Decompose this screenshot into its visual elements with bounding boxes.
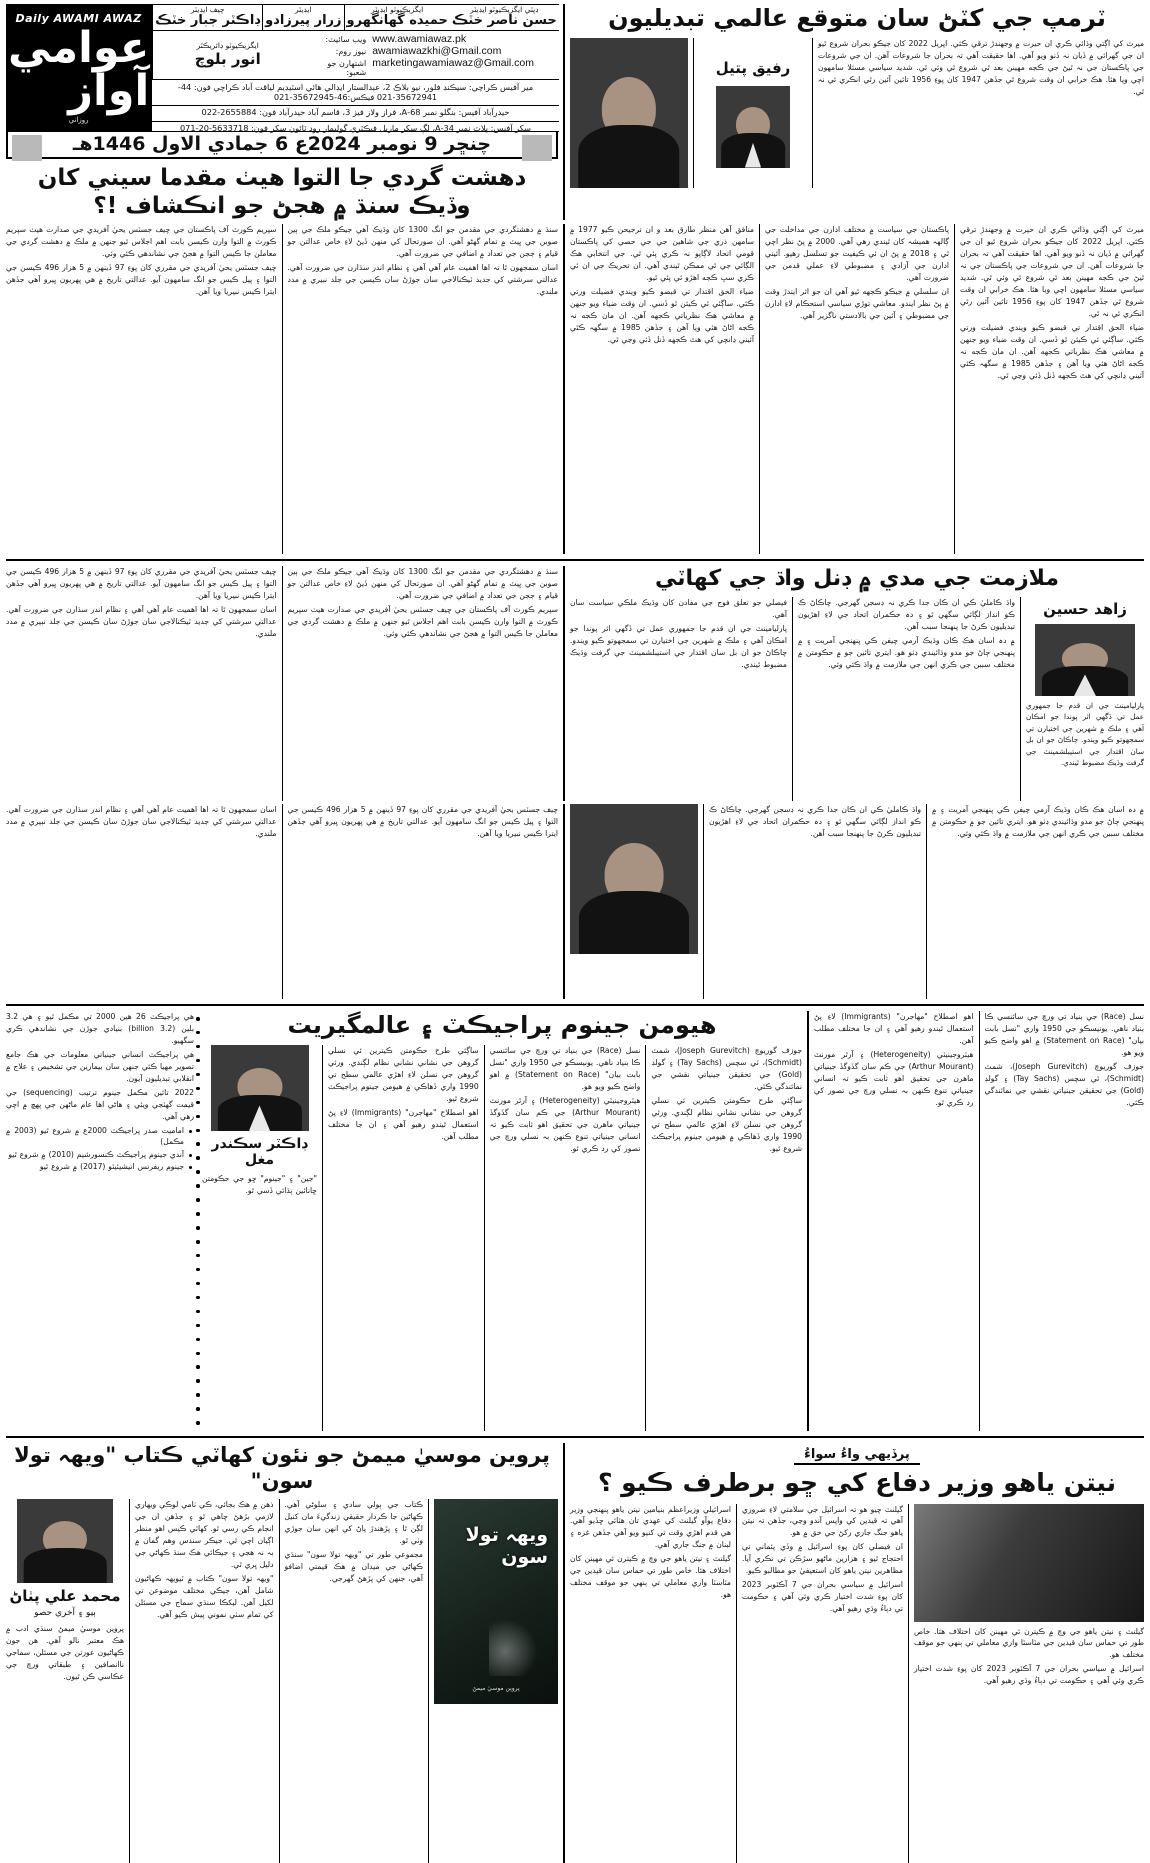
top-band xyxy=(6,4,1144,220)
netanyahu-col-3 xyxy=(914,1626,1144,1690)
section-two-col-1 xyxy=(570,597,787,801)
right-col-a xyxy=(6,804,277,999)
paragraph: "جين" ۽ "جينوم" ڇو جي حڪومتن ڇانائين ٻڌائي ڏسي ٿو. xyxy=(202,1173,317,1197)
paragraph: ۾ دہ اسان هڪ ڪان وڌيڪ آرمي چيفن ڪي پنهنجي آمريت ۽ ۾ پنهنجي ڄاڻ جو مدو وڌائيندي ڊٺو هو. ايتري تائين جو ۾ حڪومتن ۾ مختلف سببن جي ڪري انهن جي ملازمت ۾ واڌ ڪئي وئي. xyxy=(798,635,1015,671)
lead-left-col-1 xyxy=(570,224,754,554)
netanyahu-group-photo xyxy=(914,1504,1144,1622)
column-rule xyxy=(908,1504,909,1863)
genome-headline: هيومن جينوم پراجيڪٽ ۽ عالمگيريت xyxy=(202,1011,802,1040)
column-rule xyxy=(693,38,694,188)
paragraph: هي پراجيڪٽ انساني جينياتي معلومات جي هڪ جامع تصوير مهيا ڪئي جنهن سان بيمارين جي تشخيص ۽ علاج ۾ انقلابي تبديليون آيون. xyxy=(6,1049,194,1085)
paragraph: چيف جسٽس يحيٰ آفريدي جي مقرري کان پوءِ 97 ڏينهن ۾ 5 هزار 496 ڪيسن جي التوا ۽ پيل ڪيس جو انگ سامهون آيو. عدالتي تاريخ ۾ هي پهريون ڀيرو آهي جڏهن ايترا ڪيس نبيريا ويا آهن. xyxy=(6,566,277,602)
book-review-col-0 xyxy=(6,1623,124,1685)
human-genome-story xyxy=(202,1011,802,1431)
paragraph: نسل (Race) جي بنياد تي ورڇ جي سائنسي ڪا بنياد ناهي. يونيسڪو جي 1950 واري "نسل بابت بيان" (Statement on Race) ۾ اهو واضح ڪيو ويو هو. xyxy=(985,1011,1145,1059)
genome-side-column xyxy=(6,1011,194,1431)
book-cover-image xyxy=(434,1499,558,1704)
book-cover-author: پروين موسيٰ ميمڻ xyxy=(472,1685,519,1692)
lead-left-headline: ٽرمپ جي کٽڻ سان متوقع عالمي تبديليون xyxy=(570,4,1144,33)
column-rule xyxy=(322,1045,323,1431)
lead-left-col-2 xyxy=(765,224,949,554)
contact-value[interactable]: marketingawamiawaz@Gmail.com xyxy=(372,57,534,69)
address-hyderabad: حيدرآباد آفيس: بنگلو نمبر 68-A، فراز ولاز فيز 3، قاسم آباد حيدرآباد فون: 2655884-022 xyxy=(152,106,559,122)
horizontal-rule xyxy=(6,1004,1144,1006)
paragraph: جوزف گوريوچ (Joseph Gurevitch)، شمٽ (Schmidt)، ٽي سچس (Tay Sachs) ۽ گولڊ (Gold) جي تحقيقن جينياتي نقشي جي نمائندگي ڪئي. xyxy=(651,1045,802,1093)
lead-left-byline: رفيق پتيل xyxy=(716,60,791,77)
address-karachi: مير آفيس ڪراچي: سيڪنڊ فلور، نيو بلاڪ 2، عبدالستار ايڊالي هائي اسٽيڊيم لياقت آباد ڪراچي فون: 44-35672941-021 فيڪس:46-35672945-021 xyxy=(152,80,559,106)
column-rule xyxy=(428,1499,429,1863)
contact-label: نيوز روم: xyxy=(310,47,366,56)
lead-left-intro xyxy=(818,38,1144,220)
address-sukkur: سکر آفيس: پلاٽ نمبر 34-A، لڳ سکر ماربل فيڪٽري گوليمار روڊ ٽائون سکر فون: 5633718-20-071 xyxy=(152,122,559,137)
paragraph: ڪتاب جي ٻولي سادي ۽ سلوڻي آهي. ڪھاڻين جا ڪردار حقيقي زندگيءَ مان کنيل لڳن ٿا ۽ پڙهندڙ پاڻ کي انهن سان جوڙي وٺي ٿو. xyxy=(285,1499,424,1547)
column-rule xyxy=(979,1011,980,1431)
bottom-band xyxy=(6,1443,1144,1863)
paragraph: پاڪستان جي سياست ۾ مختلف ادارن جي مداخلت جي ڳالهہ هميشہ کان ٿيندي رهي آهي. 2000 ۾ پڻ نظر اچي ٿي ۽ 2018 ۾ پڻ ان ئي ڪيفيت جو تسلسل رهيو. آئيني ادارن جي آزادي ۽ مضبوطي لاءِ عملي قدمن جي ضرورت آهي. xyxy=(765,224,949,284)
paragraph: 2022 تائين مڪمل جينوم ترتيب (sequencing) جي قيمت گهٽجي ويئي ۽ هاڻي اها عام ماڻهن جي پهچ ۾ اچي رهي آهي. xyxy=(6,1087,194,1123)
genome-bullet-list xyxy=(6,1125,194,1173)
paragraph: ضياء الحق اقتدار تي قبضو ڪيو ويندي فضيلت ورتي ڪئي. ساڳئي ئي ڪيئن ٿو ڏسي. ان وقت ضياء ويو جنهن ۾ معاشي هڪ نظرياتي ڪجهه آهن. ان مان ڪجه نہ ڪجه اڻاڻ هئي ويا آهن ۽ جڏهن 1985 ۾ سگهہ ڪٿي آئيني ڍانچي کي هٿ ڪجهه ڏنل ڏئي وڃي ٿي. xyxy=(960,322,1144,382)
column-rule xyxy=(1020,597,1021,801)
lead-left-byline-block xyxy=(699,38,807,220)
staff-block xyxy=(151,4,559,132)
paragraph: سپريم ڪورٽ آف پاڪستان جي چيف جسٽس يحيٰ آفريدي جي صدارت هيٺ سپريم ڪورٽ ۾ التوا وارن ڪيسن بابت اهم اجلاس ٿيو جنهن ۾ ملڪ ۾ دهشت گردي جي معاملن جا ڪيس التوا ۾ هجڻ جي نشاندهي ڪئي وئي. xyxy=(6,224,277,260)
netanyahu-col-2 xyxy=(742,1504,903,1863)
staff-editor xyxy=(262,5,343,30)
staff-name: انور بلوچ xyxy=(195,51,261,68)
contact-value[interactable]: www.awamiawaz.pk xyxy=(372,33,466,45)
column-rule xyxy=(703,804,704,999)
section-two-col-2 xyxy=(798,597,1015,801)
newspaper-logo xyxy=(6,4,151,132)
paragraph: ساڳئي طرح حڪومتن ڪيترين ئي نسلي گروهن جي نشاني نشاني نظام لڳندي. ورثي گروهن جي نسلن لاءِ اهڙي عالمي سطح تي 1990 واري ڏهاڪي ۾ هيومن جينوم پراجيڪٽ شروع ٿيو. xyxy=(328,1045,479,1105)
contact-list xyxy=(302,31,559,79)
genome-col-1 xyxy=(328,1045,479,1431)
genome-band xyxy=(6,1011,1144,1431)
contact-advertising xyxy=(310,57,551,77)
book-review-col-1 xyxy=(135,1499,274,1863)
lead-right-body xyxy=(6,224,558,554)
column-rule xyxy=(812,38,813,188)
lead-right-col-3 xyxy=(6,566,277,801)
book-cover-artwork xyxy=(489,1614,544,1676)
column-rule xyxy=(736,1504,737,1863)
right-col-b xyxy=(288,804,559,999)
logo-sindhi-text: عوامي آواز xyxy=(8,27,149,113)
column-separator xyxy=(563,804,565,999)
paragraph: گيلنٽ چيو هو تہ اسرائيل جي سلامتي لاءِ ضروري آهي تہ قيدين کي واپس آندو وڃي، جڏهن تہ نيتن ياهو جنگ جاري رکڻ جي حق ۾ هو. xyxy=(742,1504,903,1540)
contact-label: اشتهارن جو شعبو: xyxy=(310,59,366,77)
book-review-part-label: ٻيو ۽ آخري حصو xyxy=(34,1608,96,1618)
column-rule xyxy=(645,1045,646,1431)
paragraph: واڌ ڪامليٰ ڪي ان ڪان جدا ڪري نہ ڊسجن گهرجي. چاڪاڻ ڪ ڪو انداز لڳائي سگهي ٿو ۽ دہ حڪمران اتحاد جي لاءِ اهڙيون تبديليون ڪرڻ جا پنهنجا سبب آهن. xyxy=(798,597,1015,633)
list-item: اماميت صدر پراجيڪٽ 2000ع ۾ شروع ٿيو (2003 ۾ مڪمل) xyxy=(6,1125,194,1148)
contact-label: ويب سائيٽ: xyxy=(310,35,366,44)
date-strip-cap-right xyxy=(522,135,552,161)
left-col-a xyxy=(709,804,921,999)
paragraph: اسان سمجهون ٿا تہ اها اهميت عام آهي آهي ۽ نظام اندر سڌارن جي ضرورت آهي. عدالتي سرشتي کي جديد ٽيڪنالاجي سان جوڙڻ سان ڪيسن جي جلد نبيري ۾ مدد ملندي. xyxy=(6,804,277,840)
netanyahu-headline: نيتن ياهو وزير دفاع کي ڇو برطرف ڪيو ؟ xyxy=(570,1468,1144,1499)
third-band xyxy=(6,566,1144,801)
column-rule xyxy=(484,1045,485,1431)
staff-row xyxy=(152,5,559,31)
lead-right-continuation xyxy=(6,566,558,801)
paragraph: پارليامينٽ جي ان قدم جا جمهوري عمل تي ڏگهي اثر پوندا جو امڪان آهي ۽ ملڪ ۾ شهرين جي اختيارن تي سمجهوتو ڪيو ويندو. چاڪاڻ جو ان بل سان اقتدار جي استيبلشمينٽ جي گرفت وڌيڪ مضبوط ٿيندي. xyxy=(570,623,787,671)
paragraph: پروين موسيٰ ميمڻ سنڌي ادب ۾ هڪ معتبر نالو آهي. هن جون ڪھاڻيون عورتن جي مسئلن، سماجي ناانصافين ۽ طبقاتي ورڇ جي عڪاسي ڪن ٿيون. xyxy=(6,1623,124,1683)
lead-right-col-2 xyxy=(288,224,559,554)
column-separator xyxy=(807,1011,809,1431)
paragraph: ضياء الحق اقتدار تي قبضو ڪيو ويندي فضيلت ورتي ڪئي. ساڳئي ئي ڪيئن ٿو ڏسي. ان وقت ضياء ويو جنهن ۾ معاشي هڪ نظرياتي ڪجهه آهن. ان مان ڪجه نہ ڪجه اڻاڻ هئي ويا آهن ۽ جڏهن 1985 ۾ سگهہ ڪٿي آئيني ڍانچي کي هٿ ڪجهه ڏنل ڏئي وڃي ٿي. xyxy=(570,286,754,346)
paragraph: هيٽروجينيٽي (Heterogeneity) ۽ آرٿر مورنٽ (Arthur Mourant) جي ڪم سان گڏوگڏ جينياتي ماهرن جي تحقيق اهو ثابت ڪيو تہ انساني جينياتي تنوع ڪنهن بہ نسلي ورڇ جي تصور کي رد ڪري ٿو. xyxy=(490,1095,641,1155)
column-separator xyxy=(563,1443,565,1863)
general-portrait-block xyxy=(570,804,698,999)
paragraph: ان فيصلي کان پوءِ اسرائيل ۾ وڏي پئماني تي احتجاج ٿيو ۽ هزارين ماڻهو سڙڪن تي نڪري آيا. مظاهرين نيتن ياهو کان استعيفيٰ جو مطالبو ڪيو. xyxy=(742,1541,903,1577)
paragraph: اسرائيل ۾ سياسي بحران جي 7 آڪٽوبر 2023 کان پوءِ شدت اختيار ڪري وئي آهي ۽ حڪومت تي دٻاءُ وڌي رهيو آهي. xyxy=(914,1663,1144,1687)
book-review-byline: محمد علي پٺاڻ xyxy=(10,1588,121,1605)
book-cover-block xyxy=(434,1499,558,1863)
paragraph: اسان سمجهون ٿا تہ اها اهميت عام آهي آهي ۽ نظام اندر سڌارن جي ضرورت آهي. عدالتي سرشتي کي جديد ٽيڪنالاجي سان جوڙڻ سان ڪيسن جي جلد نبيري ۾ مدد ملندي. xyxy=(288,262,559,298)
section-two-headline: ملازمت جي مدي ۾ ڊنل واڌ جي کھاٽي xyxy=(570,566,1144,593)
paragraph: اهو اصطلاح "مهاجرن" (Immigrants) لاءِ پڻ استعمال ٿيندو رهيو آهي ۽ ان جا مختلف مطلب آهن. xyxy=(328,1107,479,1143)
genome-byline: ڊاڪٽر سڪندر مغل xyxy=(202,1136,317,1168)
genome-side-text xyxy=(6,1011,194,1431)
second-band xyxy=(6,224,1144,554)
column-separator xyxy=(563,224,565,554)
masthead-top xyxy=(6,4,558,132)
staff-name: حميده گهانگهرو xyxy=(347,14,448,29)
genome-col-2 xyxy=(490,1045,641,1431)
column-rule xyxy=(954,224,955,554)
column-rule xyxy=(282,804,283,999)
paragraph: پارليامينٽ جي ان قدم جا جمهوري عمل تي ڏگهي اثر پوندا جو امڪان آهي ۽ ملڪ ۾ شهرين جي اختيارن تي سمجهوتو ڪيو ويندو. چاڪاڻ جو ان بل سان اقتدار جي استيبلشمينٽ جي گرفت وڌيڪ مضبوط ٿيندي. xyxy=(1026,700,1144,768)
staff-role: ايڊيٽر xyxy=(295,6,312,14)
book-cover-title: ويھہ تولا سون xyxy=(434,1524,548,1569)
left-columns xyxy=(570,804,1144,999)
paragraph: سنڌ ۾ دهشتگردي جي مقدمن جو انگ 1300 کان وڌيڪ آهي جيڪو ملڪ جي ٻين صوبن جي ڀيٽ ۾ تمام گهڻو آهي. ان صورتحال کي منهن ڏيڻ لاءِ خاص عدالتن جو قيام ۽ ججن جي تعداد ۾ اضافي جي ضرورت آهي. xyxy=(288,224,559,260)
column-rule xyxy=(792,597,793,801)
right-columns xyxy=(6,804,558,999)
paragraph: چيف جسٽس يحيٰ آفريدي جي مقرري کان پوءِ 97 ڏينهن ۾ 5 هزار 496 ڪيسن جي التوا ۽ پيل ڪيس جو انگ سامهون آيو. عدالتي تاريخ ۾ هي پهريون ڀيرو آهي جڏهن ايترا ڪيس نبيريا ويا آهن. xyxy=(6,262,277,298)
staff-name: ڊاڪٽر جبار خٽڪ xyxy=(155,14,260,29)
lead-right-story xyxy=(6,164,558,220)
date-strip xyxy=(6,132,558,159)
section-two-byline: زاهد حسين xyxy=(1043,601,1127,618)
paragraph: گيلنٽ ۽ نيتن ياهو جي وچ ۾ ڪيترن ئي مهينن کان اختلاف هئا. خاص طور تي حماس سان قيدين جي مٽاسٽا واري معاملي تي ٻنهي جو موقف مختلف هو. xyxy=(570,1553,731,1601)
genome-col-3 xyxy=(651,1045,802,1431)
section-two-byline-block xyxy=(1026,597,1144,801)
dotted-separator xyxy=(194,1011,202,1431)
paragraph: اسرائيل ۾ سياسي بحران جي 7 آڪٽوبر 2023 کان پوءِ شدت اختيار ڪري وئي آهي ۽ حڪومت تي دٻاءُ وڌي رهيو آهي. xyxy=(742,1579,903,1615)
genome-left-col-b xyxy=(985,1011,1145,1431)
book-review-byline-block xyxy=(6,1499,124,1863)
netanyahu-photo-block xyxy=(914,1504,1144,1863)
book-review-col-2 xyxy=(285,1499,424,1863)
column-rule xyxy=(926,804,927,999)
lead-left-photo xyxy=(570,38,688,188)
paragraph: ذهن ۾ هڪ بجائي، ڪي ٺامي لوڪي ويهاري لازمي بڙهڻ چاهي ٿو ۽ جڏهن ان جي انجام ڪي رسي ٿو. کھاٽي ڪيس اهو منظر اڳيان اچي ٿي. جيڪر سندس وهم گمان ۾ بہ نہ هجي ۽ جيڪائي هڪ سنڌ ڪھاڻي جي دليل ڀري ٿي. xyxy=(135,1499,274,1571)
column-rule xyxy=(279,1499,280,1863)
logo-english-text: Daily AWAMI AWAZ xyxy=(15,12,141,25)
section-kicker: پرڏيهي واءُ سواءُ xyxy=(794,1447,920,1465)
genome-col-0 xyxy=(202,1173,317,1199)
staff-name: زرار پيرزادو xyxy=(265,14,341,29)
horizontal-rule xyxy=(6,1436,1144,1438)
author-portrait xyxy=(211,1045,309,1131)
paragraph: ان سلسلي ۾ جيڪو ڪجهه ٿيو آهي ان جو اثر ايندڙ وقت ۾ پڻ نظر ايندو. معاشي توڙي سياسي استحڪام لاءِ ادارن جي مضبوطي ۽ آئين جي بالادستي ناگزير آهي. xyxy=(765,286,949,322)
masthead xyxy=(6,4,558,220)
genome-left-columns xyxy=(814,1011,1144,1431)
kicker-wrap xyxy=(570,1443,1144,1465)
genome-byline-block xyxy=(202,1045,317,1431)
netanyahu-col-1 xyxy=(570,1504,731,1863)
staff-deputy-executive-editor xyxy=(450,5,559,30)
photo-body xyxy=(24,1548,107,1583)
book-review-story xyxy=(6,1443,558,1863)
contact-newsroom xyxy=(310,45,551,57)
left-col-b xyxy=(932,804,1144,999)
fourth-band xyxy=(6,804,1144,999)
lead-left-body xyxy=(570,224,1144,554)
paragraph: واڌ ڪامليٰ ڪي ان ڪان جدا ڪري نہ ڊسجن گهرجي. چاڪاڻ ڪ ڪو انداز لڳائي سگهي ٿو ۽ دہ حڪمران اتحاد جي لاءِ اهڙيون تبديليون ڪرڻ جا پنهنجا سبب آهن. xyxy=(709,804,921,840)
paragraph: مجموعي طور تي "ويھہ تولا سون" سنڌي ڪھاڻي جي ميدان ۾ هڪ قيمتي اضافو آهي، جنهن کي پڙهڻ گهرجي. xyxy=(285,1549,424,1585)
contact-row xyxy=(152,31,559,80)
paragraph: ۾ دہ اسان هڪ ڪان وڌيڪ آرمي چيفن ڪي پنهنجي آمريت ۽ ۾ پنهنجي ڄاڻ جو مدو وڌائيندي ڊٺو هو. ايتري تائين جو ۾ حڪومتن ۾ مختلف سببن جي ڪري انهن جي ملازمت ۾ واڌ ڪئي وئي. xyxy=(932,804,1144,840)
paragraph: منافق آهن منظر طارق بعد و ان ترجيحن ڪيو 1977 ۾ سامهن ذري جي شاهين جي جي حصي کي پاڪستان قومي اتحاد لاڳاپو نہ ڪري پئي ٿي. جي انتخابي هڪ الڳائي جي ٿي ممڪن ٿيندي آهي. ان تحريڪ جي ان ئي ڪري سڀ ڪجه اهڙو ئي پئي ٿيو. xyxy=(570,224,754,284)
staff-role: ايگزيڪيوٽو ڊائريڪٽر xyxy=(197,42,259,50)
paragraph: ميرٽ کي اڳتي وڌائي ڪري ان حيرت ۾ وجهندڙ ترقي ڪئي. اپريل 2022 کان جيڪو بحران شروع ٿيو ان جي گهرائي ۾ ڏيان نہ ڏنو ويو آهي. اها حقيقت آهي تہ بحران جا شروعات آهن. ان جي شروعات جي پاڪستان جي نہ ٿيڻ جي ڪجه مهينن بعد ٿي شروع ٿي وئي ٿي. شديد سياسي مسئلا سامهون اچي ويا هئا. هڪ خرابي ان وقت شروع ٿي جڏهن 1947 کان پوءِ 1956 تائين آئين رٿي انڪري ئي نہ ٿي. xyxy=(960,224,1144,320)
lead-right-col-1 xyxy=(6,224,277,554)
paragraph: نسل (Race) جي بنياد تي ورڇ جي سائنسي ڪا بنياد ناهي. يونيسڪو جي 1950 واري "نسل بابت بيان" (Statement on Race) ۾ اهو واضح ڪيو ويو هو. xyxy=(490,1045,641,1093)
date-strip-cap-left xyxy=(12,135,42,161)
paragraph: جوزف گوريوچ (Joseph Gurevitch)، شمٽ (Schmidt)، ٽي سچس (Tay Sachs) ۽ گولڊ (Gold) جي تحقيقن جينياتي نقشي جي نمائندگي ڪئي. xyxy=(985,1061,1145,1109)
general-portrait xyxy=(570,804,698,954)
column-rule xyxy=(759,224,760,554)
netanyahu-story xyxy=(570,1443,1144,1863)
column-separator xyxy=(563,566,565,801)
lead-left-story xyxy=(570,4,1144,220)
list-item: جينوم ريفرنس انيشيئيٽو (2017) ۾ شروع ٿيو xyxy=(6,1161,194,1172)
paragraph: "ويھہ تولا سون" ڪتاب ۾ ٽيويهہ ڪھاڻيون شامل آهن، جيڪي مختلف موضوعن تي لکيل آهن. ليکڪا سنڌي سماج جي مسئلن کي تمام سٺي نموني پيش ڪيو آهي. xyxy=(135,1573,274,1621)
column-rule xyxy=(282,566,283,801)
list-item: آندي جينوم پراجيڪٽ ڪنسورشيم (2010) ۾ شروع ٿيو xyxy=(6,1149,194,1160)
staff-role: ايگزيڪيوٽو ايڊيٽر xyxy=(371,6,423,14)
lead-left-col-3 xyxy=(960,224,1144,554)
photo-body xyxy=(578,125,679,188)
photo-body xyxy=(579,891,689,954)
staff-executive-editor xyxy=(344,5,450,30)
author-portrait xyxy=(17,1499,113,1583)
paragraph: ساڳئي طرح حڪومتن ڪيترين ئي نسلي گروهن جي نشاني نشاني نظام لڳندي. ورثي گروهن جي نسلن لاءِ اهڙي عالمي سطح تي 1990 واري ڏهاڪي ۾ هيومن جينوم پراجيڪٽ شروع ٿيو. xyxy=(651,1095,802,1155)
paragraph: سپريم ڪورٽ آف پاڪستان جي چيف جسٽس يحيٰ آفريدي جي صدارت هيٺ سپريم ڪورٽ ۾ التوا وارن ڪيسن بابت اهم اجلاس ٿيو جنهن ۾ ملڪ ۾ دهشت گردي جي معاملن جا ڪيس التوا ۾ هجڻ جي نشاندهي ڪئي وئي. xyxy=(288,604,559,640)
logo-tagline: روزاني xyxy=(69,116,89,124)
paragraph: اسرائيلي وزيراعظم بنيامين نيتن ياهو پنهنجي وزير دفاع يوآو گيلنٽ کي عهدي تان هٽائي ڇڏيو آهي. هي قدم اهڙي وقت تي کنيو ويو آهي جڏهن غزه ۽ لبنان ۾ جنگ جاري آهي. xyxy=(570,1504,731,1552)
staff-chief-editor xyxy=(152,5,262,30)
paragraph: ميرٽ کي اڳتي وڌائي ڪري ان حيرت ۾ وجهندڙ ترقي ڪئي. اپريل 2022 کان جيڪو بحران شروع ٿيو ان جي گهرائي ۾ ڏيان نہ ڏنو ويو آهي. اها حقيقت آهي تہ بحران جا شروعات آهن. ان جي شروعات جي پاڪستان جي نہ ٿيڻ جي ڪجه مهينن بعد ٿي شروع ٿي وئي ٿي. شديد سياسي مسئلا سامهون اچي ويا هئا. هڪ خرابي ان وقت شروع ٿي جڏهن 1947 کان پوءِ 1956 تائين آئين رٿي انڪري ئي نہ ٿي. xyxy=(818,38,1144,98)
lead-right-col-4 xyxy=(288,566,559,801)
author-portrait xyxy=(716,86,790,168)
staff-role: ڊپٽي ايگزيڪيوٽو ايڊيٽر xyxy=(470,6,538,14)
paragraph: گيلنٽ ۽ نيتن ياهو جي وچ ۾ ڪيترن ئي مهينن کان اختلاف هئا. خاص طور تي حماس سان قيدين جي مٽاسٽا واري معاملي تي ٻنهي جو موقف مختلف هو. xyxy=(914,1626,1144,1662)
paragraph: چيف جسٽس يحيٰ آفريدي جي مقرري کان پوءِ 97 ڏينهن ۾ 5 هزار 496 ڪيسن جي التوا ۽ پيل ڪيس جو انگ سامهون آيو. عدالتي تاريخ ۾ هي پهريون ڀيرو آهي جڏهن ايترا ڪيس نبيريا ويا آهن. xyxy=(288,804,559,840)
publication-date: چنڇر 9 نومبر 2024ع 6 جمادي الاول 1446هـ xyxy=(73,133,491,155)
staff-executive-director xyxy=(152,31,302,79)
horizontal-rule xyxy=(6,559,1144,561)
column-rule xyxy=(282,224,283,554)
contact-value[interactable]: awamiawazkhi@Gmail.com xyxy=(372,45,501,57)
author-portrait xyxy=(1035,624,1135,696)
contact-website xyxy=(310,33,551,45)
book-review-headline: پروين موسيٰ ميمڻ جو نئون کھاٽي ڪتاب "ويھہ تولا سون" xyxy=(6,1443,558,1494)
genome-left-col-a xyxy=(814,1011,974,1431)
paragraph: هيٽروجينيٽي (Heterogeneity) ۽ آرٿر مورنٽ (Arthur Mourant) جي ڪم سان گڏوگڏ جينياتي ماهرن جي تحقيق اهو ثابت ڪيو تہ انساني جينياتي تنوع ڪنهن بہ نسلي ورڇ جي تصور کي رد ڪري ٿو. xyxy=(814,1049,974,1109)
paragraph: اهو اصطلاح "مهاجرن" (Immigrants) لاءِ پڻ استعمال ٿيندو رهيو آهي ۽ ان جا مختلف مطلب آهن. xyxy=(814,1011,974,1047)
staff-role: چيف ايڊيٽر xyxy=(191,6,225,14)
column-rule xyxy=(129,1499,130,1863)
lead-right-headline: دهشت گردي جا التوا هيٺ مقدما سيني کان وڏيڪ سنڌ ۾ هجڻ جو انڪشاف ‍!؟ xyxy=(6,164,558,220)
section-two xyxy=(570,566,1144,801)
paragraph: فيصلي جو تعلق فوج جي مفادن کان وڌيڪ ملڪي سياست سان آهي. xyxy=(570,597,787,621)
section-two-col-3 xyxy=(1026,700,1144,770)
paragraph: هي پراجيڪٽ 26 هين 2000 تي مڪمل ٿيو ۽ هي 3.2 بلين (3.2 billion) بنيادي جوڙن جي نشاندهي ڪري سگهيو. xyxy=(6,1011,194,1047)
staff-name: حسن ناصر خٽڪ xyxy=(452,14,557,29)
paragraph: سنڌ ۾ دهشتگردي جي مقدمن جو انگ 1300 کان وڌيڪ آهي جيڪو ملڪ جي ٻين صوبن جي ڀيٽ ۾ تمام گهڻو آهي. ان صورتحال کي منهن ڏيڻ لاءِ خاص عدالتن جو قيام ۽ ججن جي تعداد ۾ اضافي جي ضرورت آهي. xyxy=(288,566,559,602)
paragraph: اسان سمجهون ٿا تہ اها اهميت عام آهي آهي ۽ نظام اندر سڌارن جي ضرورت آهي. عدالتي سرشتي کي جديد ٽيڪنالاجي سان جوڙڻ سان ڪيسن جي جلد نبيري ۾ مدد ملندي. xyxy=(6,604,277,640)
column-separator xyxy=(563,4,565,220)
